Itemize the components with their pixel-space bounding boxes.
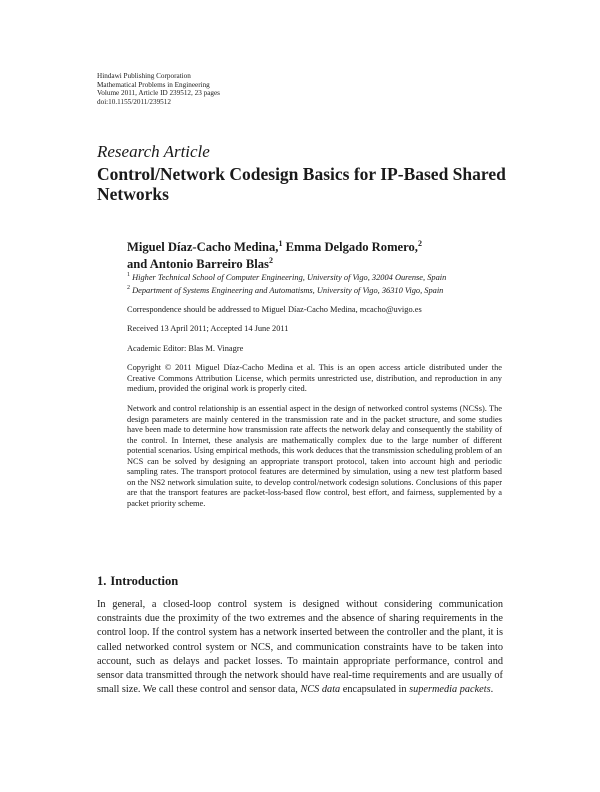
author-affiliation-mark: 1 bbox=[278, 239, 283, 248]
affiliation-2 bbox=[127, 283, 502, 296]
affiliation-mark: 1 bbox=[127, 272, 130, 278]
author-affiliation-mark: 2 bbox=[417, 239, 422, 248]
intro-text: In general, a closed-loop control system is designed without considering communication constraints due the proximity of the two extremes and the absence of sharing requirements in the control loop. If the control system has a network inserted between the controller and the plant, it is called networked control system or NCS, and communication constraints have to be taken into account, such as delays and packet losses. To maintain appropriate performance, control and sensor data transmitted through the network should have real-time requirements and are usually of small size. We call these control and sensor data, bbox=[97, 599, 503, 696]
section-title: Introduction bbox=[110, 574, 179, 588]
author-name: Miguel Díaz-Cacho Medina, bbox=[127, 240, 279, 255]
copyright-notice: Copyright © 2011 Miguel Díaz-Cacho Medina et al. This is an open access article distributed under the Creative Commons Attribution License, which permits unrestricted use, distribution, and reproduction in any medium, provided the original work is properly cited. bbox=[127, 363, 502, 393]
affiliation-text: Higher Technical School of Computer Engineering, University of Vigo, 32004 Ourense, Spain bbox=[132, 272, 447, 282]
abstract: Network and control relationship is an essential aspect in the design of networked control systems (NCSs). The design parameters are mainly centered in the transmission rate and in the packet structure, and some studies have been made to determine how transmission rate affects the network delay and consequently the stability of the control. In Internet, these analysis are mathematically complex due to the large number of different potential scenarios. Using empirical methods, this work deduces that the transmission scheduling problem of an NCS can be solved by designing an appropriate transport protocol, taken into account high and periodic sampling rates. The transport protocol features are determined by simulation, using a new test platform based on the NS2 network simulation suite, to develop control/network codesign solutions. Conclusions of this paper are that the transport features are packet-loss-based flow control, best effort, and fairness, supplemented by a packet priority scheme. bbox=[127, 404, 502, 508]
doi-line: doi:10.1155/2011/239512 bbox=[97, 97, 171, 106]
volume-line: Volume 2011, Article ID 239512, 23 pages bbox=[97, 89, 220, 98]
term-ncs-data: NCS data bbox=[300, 684, 341, 696]
affiliation-1 bbox=[127, 270, 502, 283]
term-supermedia-packets: supermedia packets bbox=[409, 684, 491, 696]
article-type: Research Article bbox=[97, 142, 210, 161]
received-dates: Received 13 April 2011; Accepted 14 June 2011 bbox=[127, 324, 289, 333]
correspondence: Correspondence should be addressed to Miguel Díaz-Cacho Medina, mcacho@uvigo.es bbox=[127, 305, 422, 314]
affiliation-text: Department of Systems Engineering and Automatisms, University of Vigo, 36310 Vigo, Spain bbox=[132, 285, 444, 295]
intro-text-mid: encapsulated in bbox=[340, 684, 410, 696]
affiliation-mark: 2 bbox=[127, 285, 130, 291]
author-name: Emma Delgado Romero, bbox=[285, 240, 418, 255]
academic-editor: Academic Editor: Blas M. Vinagre bbox=[127, 344, 244, 353]
intro-text-end: . bbox=[490, 684, 494, 696]
section-heading bbox=[97, 574, 182, 589]
author-name: and Antonio Barreiro Blas bbox=[127, 257, 269, 272]
author-list bbox=[127, 237, 507, 271]
publisher-line: Hindawi Publishing Corporation bbox=[97, 72, 191, 80]
paper-title: Control/Network Codesign Basics for IP-Based Shared Networks bbox=[97, 164, 506, 204]
journal-line: Mathematical Problems in Engineering bbox=[97, 80, 210, 89]
author-affiliation-mark: 2 bbox=[268, 256, 273, 266]
intro-paragraph bbox=[97, 598, 503, 697]
journal-masthead bbox=[97, 72, 220, 106]
section-number: 1. bbox=[97, 574, 107, 588]
